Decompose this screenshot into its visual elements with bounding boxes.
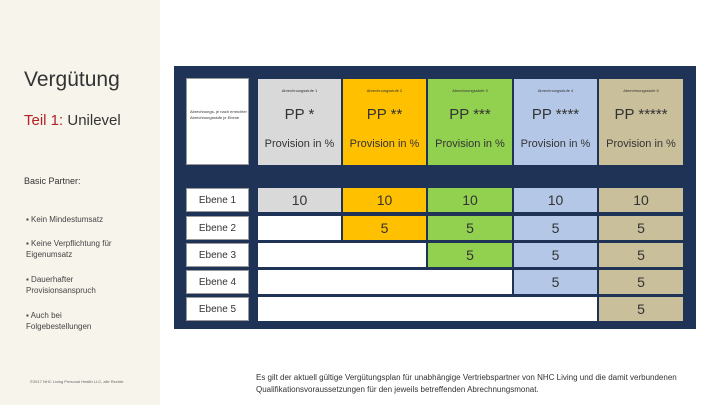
bullet-item: ▪ Keine Verpflichtung für Eigenumsatz: [26, 239, 112, 259]
commission-table: [174, 66, 696, 329]
cell-value: 5: [514, 216, 597, 240]
subtitle-text: Unilevel: [63, 112, 121, 129]
cell-value: 5: [599, 216, 683, 240]
stage-label: Abrechnungsstufe 1: [281, 88, 318, 93]
bullet-item: ▪ Dauerhafter Provisionsanspruch: [26, 275, 96, 295]
slide-title: Vergütung: [24, 68, 120, 91]
cell-value: 5: [514, 270, 597, 294]
table-corner: [186, 78, 249, 165]
bullet-item: ▪ Kein Mindestumsatz: [26, 215, 104, 224]
footer-note: Es gilt der aktuell gültige Vergütungsplan für unabhängige Vertriebspartner von NHC Living und die damit verbundenen Qualifikationsvoraussetzungen für den jeweils betreffenden Abrechnungsmonat.: [256, 373, 677, 394]
pp-label: PP *****: [614, 106, 668, 123]
cell-value: 10: [343, 188, 426, 212]
slide-subtitle: [24, 112, 121, 129]
cell-value: 5: [514, 243, 597, 267]
column-header: [343, 79, 426, 165]
pp-label: PP *: [284, 106, 315, 123]
cell-value: 10: [258, 188, 341, 212]
pp-label: PP ***: [449, 106, 491, 123]
empty-cell: [258, 243, 426, 267]
corner-text: Abrechnungs- je nach erreichter Abrechnungsstufe je Ebene: [190, 109, 247, 120]
row-label-ebene-4: Ebene 4: [186, 270, 249, 294]
column-header: [599, 79, 683, 165]
provision-label: Provision in %: [520, 138, 591, 150]
cell-value: 5: [343, 216, 426, 240]
cell-value: 5: [599, 243, 683, 267]
cell-value: 5: [428, 243, 512, 267]
stage-label: Abrechnungsstufe 3: [452, 88, 488, 93]
pp-label: PP ****: [531, 106, 580, 123]
column-header: [514, 79, 597, 165]
cell-value: 5: [599, 270, 683, 294]
column-header: [428, 79, 512, 165]
stage-label: Abrechnungsstufe 4: [537, 88, 574, 93]
cell-value: 5: [599, 297, 683, 321]
provision-label: Provision in %: [435, 138, 505, 150]
stage-label: Abrechnungsstufe 5: [623, 88, 659, 93]
empty-cell: [258, 216, 341, 240]
empty-cell: [258, 297, 597, 321]
copyright-text: ©2017 NHC Living Personal Health LLC, alle Rechte: [30, 379, 124, 384]
left-panel: [0, 0, 160, 405]
row-label-ebene-2: Ebene 2: [186, 216, 249, 240]
bullet-item: ▪ Auch bei Folgebestellungen: [26, 311, 92, 331]
provision-label: Provision in %: [264, 138, 335, 150]
cell-value: 10: [428, 188, 512, 212]
row-label-ebene-1: Ebene 1: [186, 188, 249, 212]
provision-label: Provision in %: [606, 138, 676, 150]
basic-partner-heading: Basic Partner:: [24, 176, 81, 186]
cell-value: 10: [599, 188, 683, 212]
provision-label: Provision in %: [349, 138, 420, 150]
stage-label: Abrechnungsstufe 2: [366, 88, 403, 93]
subtitle-accent: Teil 1:: [24, 112, 64, 129]
pp-label: PP **: [366, 106, 403, 123]
cell-value: 5: [428, 216, 512, 240]
cell-value: 10: [514, 188, 597, 212]
row-label-ebene-5: Ebene 5: [186, 297, 249, 321]
row-label-ebene-3: Ebene 3: [186, 243, 249, 267]
empty-cell: [258, 270, 512, 294]
column-header: [258, 79, 341, 165]
